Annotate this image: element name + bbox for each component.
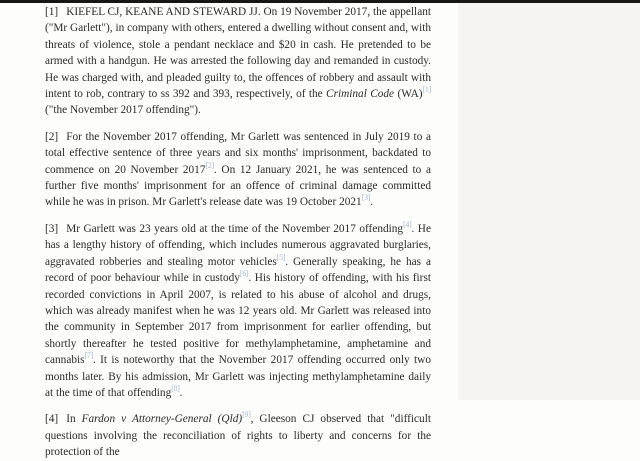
judgment-paragraph: [45, 221, 431, 401]
footnote-ref[interactable]: [1]: [422, 85, 431, 95]
body-text: . On 12 January 2021, he was sentenced to a further five months' imprisonment for an offence of criminal damage committed while he was in prison. Mr Garlett's release date was 19 October 2021: [45, 163, 432, 209]
body-text: . It is noteworthy that the November 2017 offending occurred only two months later. By his admission, Mr Garlett was injecting methylamphetamine daily at the time of that offending: [45, 354, 431, 399]
body-text: For the November 2017 offending, Mr Garlett was sentenced in July 2019 to a total effective sentence of three years and six months' imprisonment, backdated to commence on 20 November 2017: [45, 130, 431, 176]
judgment-text-column: [45, 4, 431, 461]
case-citation-text: Fardon v Attorney-General (Qld): [81, 413, 243, 426]
footnote-ref[interactable]: [8]: [171, 384, 180, 394]
judgment-page: [0, 3, 458, 459]
body-text: KIEFEL CJ, KEANE AND STEWARD JJ. On 19 November 2017, the appellant ("Mr Garlett"), in company with others, entered a dwelling without consent and, with threats of violence, stole a pendant necklace and $20 in cash. He pretended to be armed with a handgun. He was arrested the following day and remanded in custody. He was charged with, and pleaded guilty to, the offences of robbery and assault with intent to rob, contrary to ss 392 and 393, respectively, of the: [45, 6, 431, 101]
footnote-ref[interactable]: [6]: [239, 269, 249, 279]
body-text: (WA): [394, 88, 423, 101]
body-text: . He has a lengthy history of offending, which includes numerous aggravated burglaries, aggravated robberies and stealing motor vehicles: [45, 222, 431, 268]
footnote-ref[interactable]: [4]: [403, 220, 412, 230]
judgment-paragraph: [45, 129, 431, 211]
case-citation-text: Criminal Code: [326, 88, 395, 101]
body-text: .: [179, 386, 183, 399]
body-text: . Generally speaking, he has a record of poor behaviour while in custody: [45, 255, 432, 285]
footnote-ref[interactable]: [5]: [276, 252, 286, 262]
footnote-ref[interactable]: [7]: [84, 351, 93, 361]
body-text: Mr Garlett was 23 years old at the time of the November 2017 offending: [66, 222, 404, 235]
body-text: , Gleeson CJ observed that "difficult questions involving the reconciliation of rights to liberty and concerns for the protection of the: [45, 413, 431, 459]
viewer-gutter: [458, 3, 640, 400]
paragraph-number: [1]: [45, 6, 59, 18]
judgment-paragraph: [45, 4, 431, 119]
judgment-paragraph: [45, 411, 431, 460]
body-text: In: [66, 413, 82, 426]
paragraph-number: [2]: [45, 130, 59, 143]
paragraph-number: [4]: [45, 413, 59, 426]
footnote-ref[interactable]: [3]: [361, 193, 371, 203]
body-text: ("the November 2017 offending").: [45, 104, 201, 117]
footnote-ref[interactable]: [2]: [205, 160, 214, 170]
paragraph-number: [3]: [45, 222, 59, 235]
body-text: . His history of offending, with his first recorded convictions in April 2007, is related to his abuse of alcohol and drugs, which was already manifest when he was 12 years old. Mr Garlett was released into the community in September 2017 from imprisonment for earlier offending, but shortly thereafter he tested positive for methylamphetamine, amphetamine and cannabis: [45, 272, 431, 367]
body-text: .: [370, 196, 373, 209]
footnote-ref[interactable]: [9]: [242, 410, 251, 420]
